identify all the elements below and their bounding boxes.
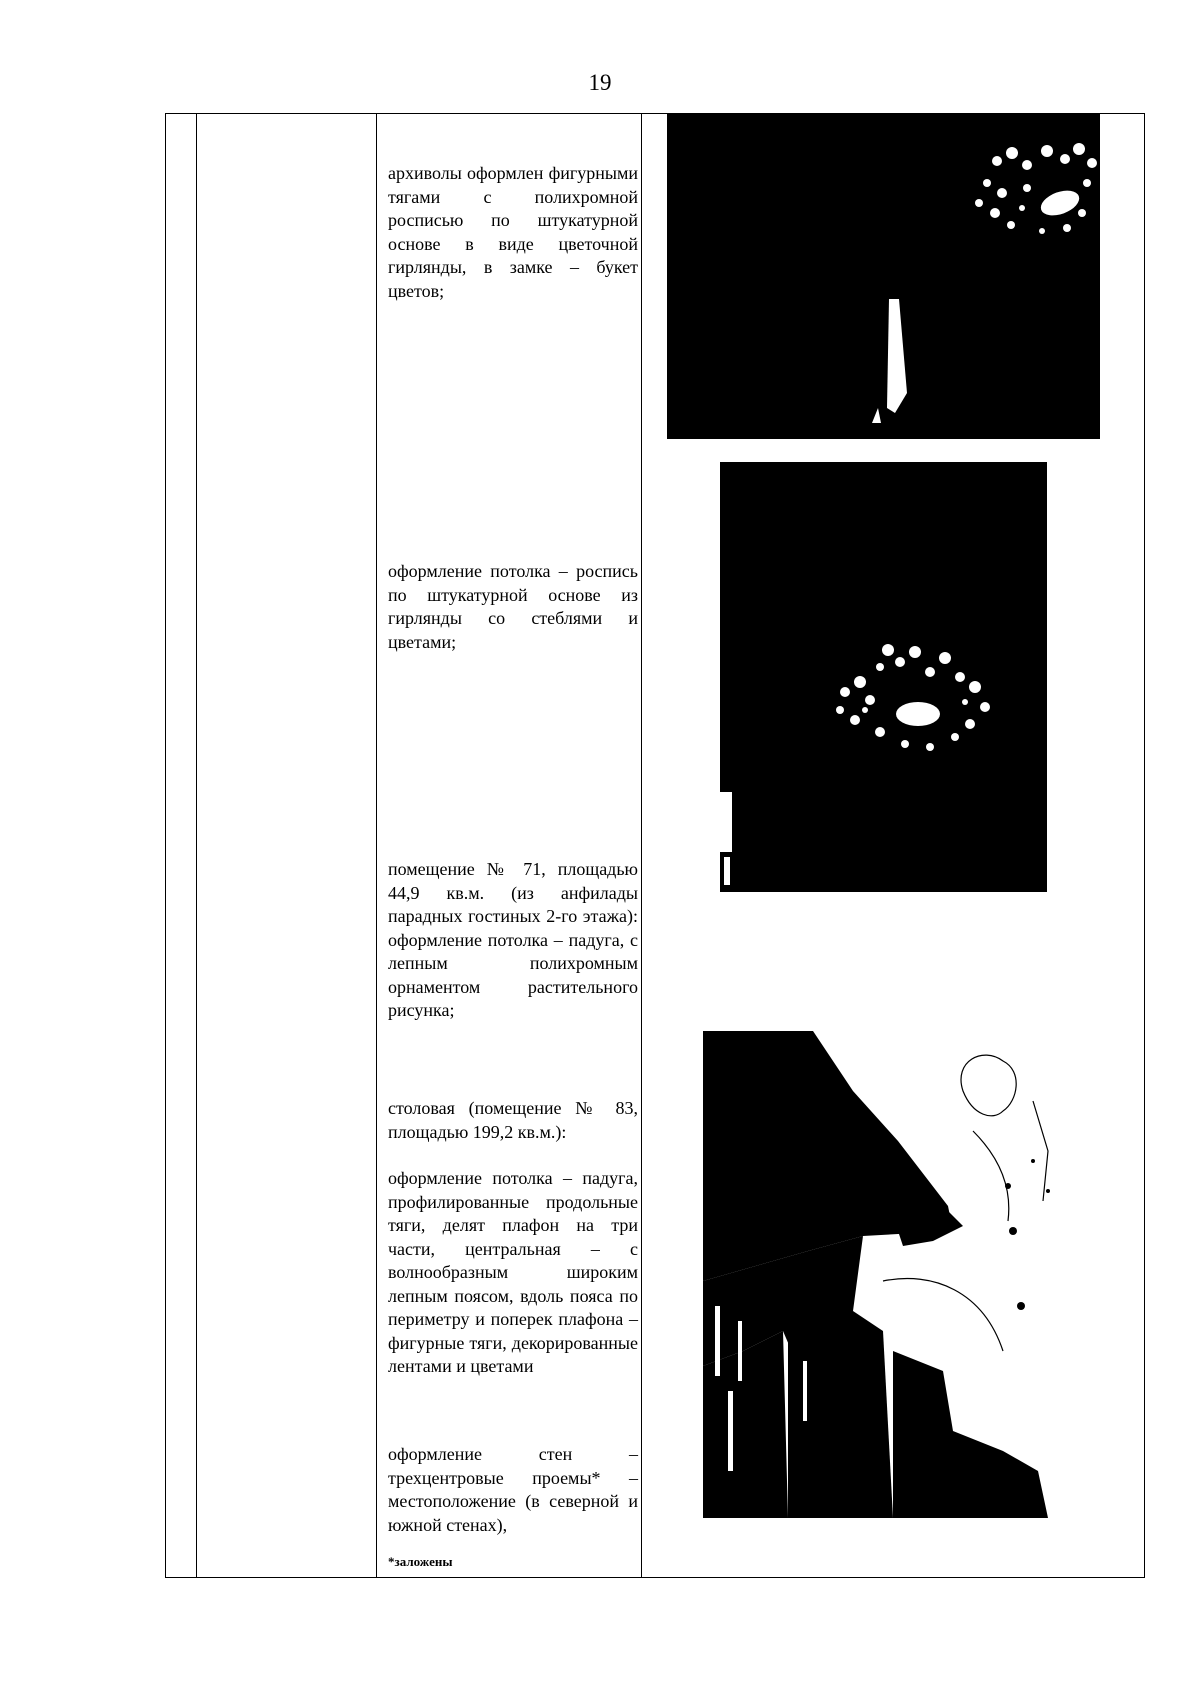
text-ceiling-painting: оформление потолка – роспись по штукатурной основе из гирлянды со стеблями и цветами;: [388, 561, 638, 652]
photo-ceiling-image: [720, 462, 1047, 892]
column-divider: [376, 114, 377, 1577]
text-dining-room: столовая (помещение № 83, площадью 199,2 кв.м.):: [388, 1098, 638, 1142]
photo-dining-room: [703, 1031, 1061, 1518]
photo-archivolt: [667, 113, 1100, 439]
photo-dining-room-image: [703, 1031, 1061, 1518]
column-divider: [641, 114, 642, 1577]
photo-ceiling: [720, 462, 1047, 892]
text-room-71: помещение № 71, площадью 44,9 кв.м. (из анфилады парадных гостиных 2-го этажа): оформление потолка – падуга, с лепным полихромным орнаментом растительного рисунка;: [388, 859, 638, 1020]
text-walls: оформление стен – трехцентровые проемы* – местоположение (в северной и южной стенах),: [388, 1444, 638, 1535]
photo-archivolt-image: [667, 113, 1100, 439]
column-divider: [196, 114, 197, 1577]
text-dining-ceiling: оформление потолка – падуга, профилированные продольные тяги, делят плафон на три части, центральная – с волнообразным широким лепным поясом, вдоль пояса по периметру и поперек плафона – фигурные тяги, декорированные лентами и цветами: [388, 1168, 638, 1376]
page-number: 19: [588, 70, 612, 95]
footnote: *заложены: [388, 1554, 453, 1569]
text-archivolt: архиволы оформлен фигурными тягами с полихромной росписью по штукатурной основе в виде цветочной гирлянды, в замке – букет цветов;: [388, 163, 638, 301]
